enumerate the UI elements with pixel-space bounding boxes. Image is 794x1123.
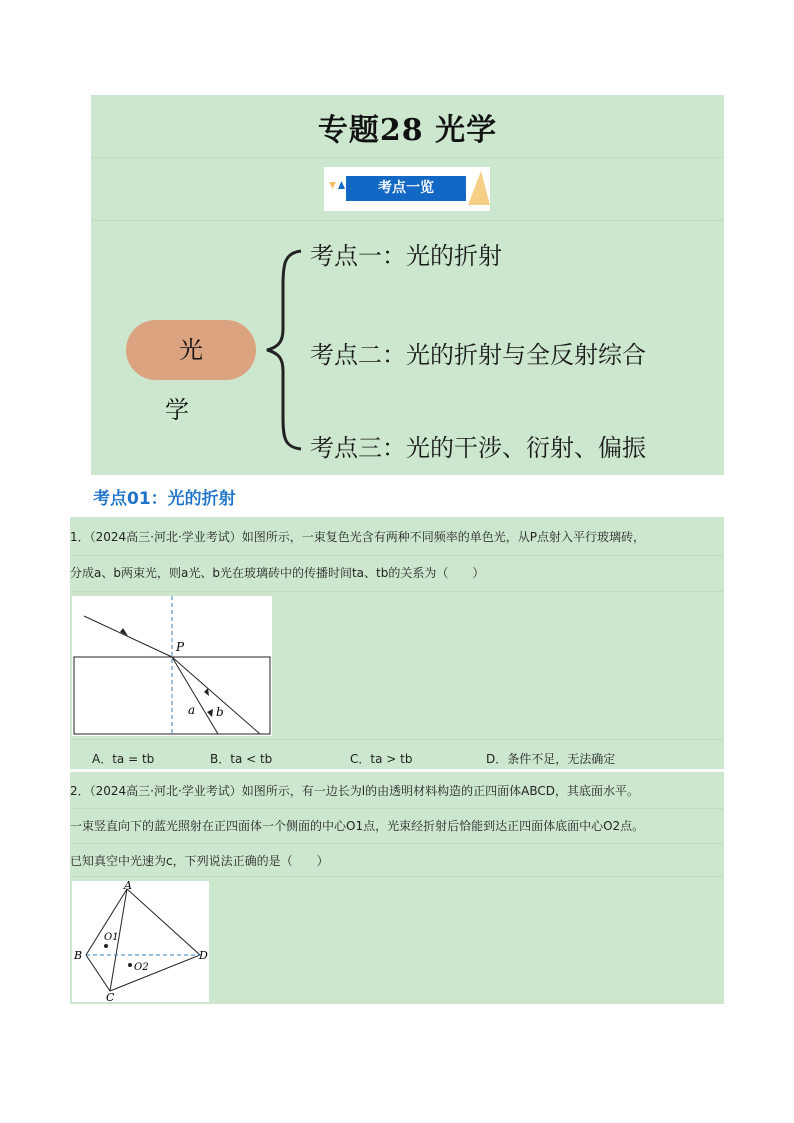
divider [70,739,724,740]
option-d[interactable]: D．条件不足，无法确定 [486,752,616,766]
question-2-line-1: 2．（2024高三·河北·学业考试）如图所示，有一边长为l的由透明材料构造的正四面体ABCD，其底面水平。 [70,784,639,798]
divider [70,876,724,877]
question-2-figure [72,881,209,1002]
divider [70,808,724,809]
option-c[interactable]: C．ta > tb [350,752,413,766]
point-o2-label: O2 [134,962,149,973]
divider [70,591,724,592]
curly-brace-icon [263,245,305,455]
badge-label: 考点一览 [378,180,434,196]
question-1-figure [72,596,272,736]
subject-oval: 光 学 [126,320,256,380]
question-2-line-3: 已知真空中光速为c，下列说法正确的是（ ） [70,854,329,868]
point-o1-label: O1 [104,932,119,943]
point-p-label: P [176,640,185,654]
header-panel [91,95,724,475]
divider [91,157,724,158]
question-2-line-2: 一束竖直向下的蓝光照射在正四面体一个侧面的中心O1点，光束经折射后恰能到达正四面体底面中心O2点。 [70,819,645,833]
topic-item-3: 考点三：光的干涉、衍射、偏振 [310,434,646,462]
topic-overview-badge [324,167,490,211]
divider [91,220,724,221]
triangle-decoration-icon [466,167,492,211]
vertex-b-label: B [74,949,83,962]
divider [70,555,724,556]
triangle-decoration-icon [326,167,348,211]
topic-item-1: 考点一：光的折射 [310,242,502,270]
ray-b-label: b [216,705,224,719]
option-b[interactable]: B．ta < tb [210,752,273,766]
option-a[interactable]: A．ta = tb [92,752,155,766]
vertex-a-label: A [124,881,132,892]
vertex-c-label: C [106,991,115,1002]
question-2 [70,772,724,1004]
question-1 [70,517,724,769]
topic-item-2: 考点二：光的折射与全反射综合 [310,341,646,369]
divider [70,843,724,844]
ray-a-label: a [188,703,196,717]
question-1-line-2: 分成a、b两束光，则a光、b光在玻璃砖中的传播时间ta、tb的关系为（ ） [70,566,485,580]
section-heading: 考点01：光的折射 [93,489,236,509]
vertex-d-label: D [199,949,208,962]
question-1-line-1: 1．（2024高三·河北·学业考试）如图所示，一束复色光含有两种不同频率的单色光，从P点射入平行玻璃砖， [70,530,646,544]
page-title: 专题28 光学 [317,113,498,148]
